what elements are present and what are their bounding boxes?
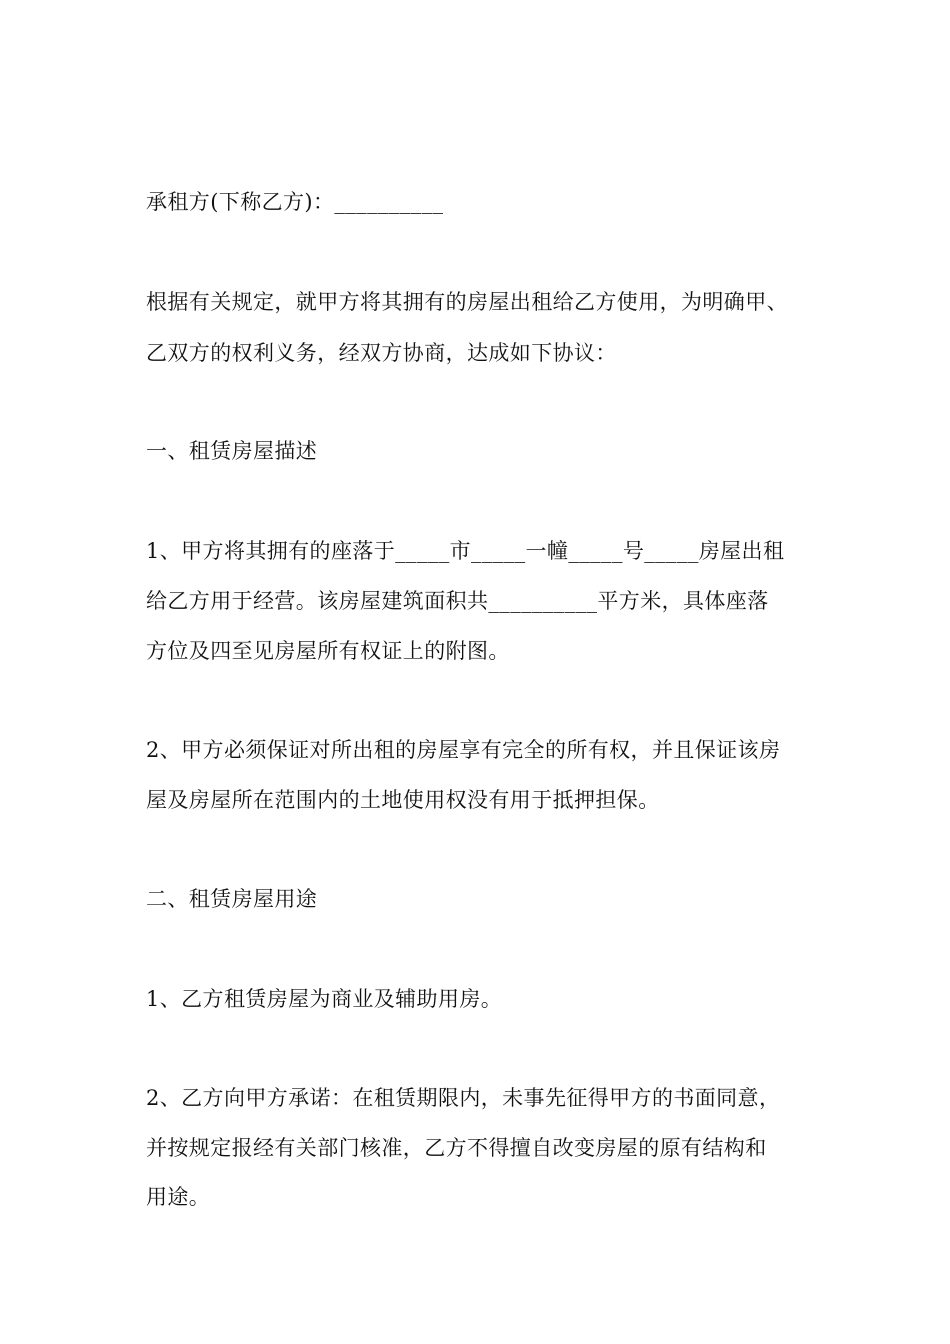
section-2-item-1-line-1: 1、乙方租赁房屋为商业及辅助用房。 bbox=[146, 987, 503, 1011]
section-2-heading: 二、租赁房屋用途 bbox=[146, 887, 318, 911]
section-1-heading: 一、租赁房屋描述 bbox=[146, 439, 318, 463]
section-2-item-2-line-1: 2、乙方向甲方承诺：在租赁期限内，未事先征得甲方的书面同意， bbox=[146, 1086, 781, 1110]
section-1-item-1-line-3: 方位及四至见房屋所有权证上的附图。 bbox=[146, 639, 510, 663]
section-1-item-1-line-2: 给乙方用于经营。该房屋建筑面积共__________平方米，具体座落 bbox=[146, 589, 769, 613]
section-1-item-1-line-1: 1、甲方将其拥有的座落于_____市_____一幢_____号_____房屋出租 bbox=[146, 539, 785, 563]
preamble-line-1: 根据有关规定，就甲方将其拥有的房屋出租给乙方使用，为明确甲、 bbox=[146, 290, 788, 314]
section-1-item-2-line-1: 2、甲方必须保证对所出租的房屋享有完全的所有权，并且保证该房 bbox=[146, 738, 781, 762]
section-2-item-2-line-2: 并按规定报经有关部门核准，乙方不得擅自改变房屋的原有结构和 bbox=[146, 1136, 767, 1160]
section-1-item-2-line-2: 屋及房屋所在范围内的土地使用权没有用于抵押担保。 bbox=[146, 788, 660, 812]
lessee-line: 承租方(下称乙方)：__________ bbox=[146, 190, 444, 214]
preamble-line-2: 乙双方的权利义务，经双方协商，达成如下协议： bbox=[146, 341, 617, 365]
section-2-item-2-line-3: 用途。 bbox=[146, 1185, 211, 1209]
